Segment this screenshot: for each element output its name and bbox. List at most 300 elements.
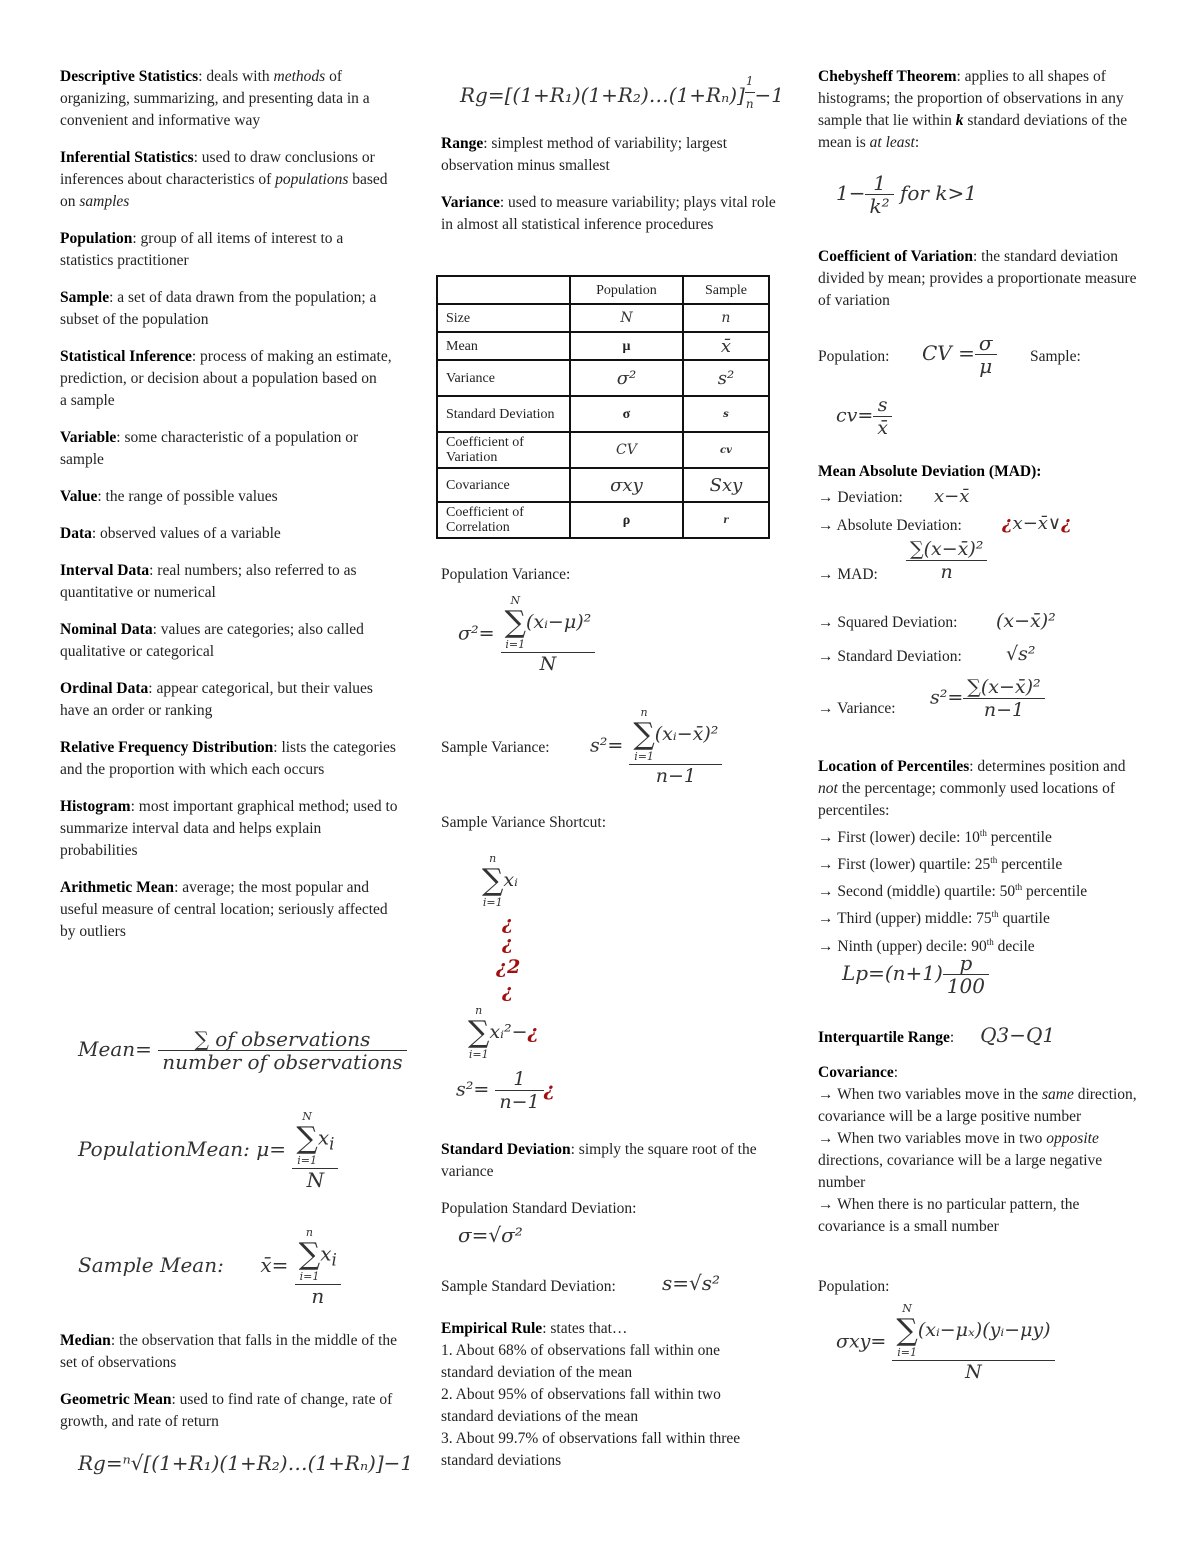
value-def [60,486,400,508]
def-text: : used to measure variability; plays vital role in almost all statistical inference procedures [441,194,776,233]
column-2-top [441,133,786,251]
unrendered-symbol: ¿ [502,980,514,1002]
term: Value [60,488,98,505]
chebysheff-def [818,66,1148,154]
term: Coefficient of Variation [818,248,973,265]
sum-upper: n [305,1226,314,1239]
unrendered-symbol: ¿ [1061,513,1072,534]
table-cell: CV [570,432,683,468]
superscript: th [991,909,999,920]
iqr-def [818,1024,1055,1049]
mad-deviation-label: → Deviation: [818,489,903,506]
sum-term: xᵢ²− [489,1021,528,1043]
denominator: x̄ [877,417,889,439]
population-sd-formula: σ=√σ² [458,1223,523,1247]
sigma-symbol: ∑ [633,717,655,752]
column-1-lower [60,1330,400,1448]
numerator: σ [975,332,997,355]
sum-upper: n [475,1004,483,1017]
sample-variance-shortcut-label: Sample Variance Shortcut: [441,814,607,831]
population-mean-formula [78,1110,338,1191]
percentile-location-formula [842,952,989,997]
def-text: : applies to all shapes of histograms; the proportion of observations in any sample that lie within [818,68,1124,129]
emphasis: same [1041,1086,1074,1103]
geometric-mean-formula: Rg=ⁿ√[(1+R₁)(1+R₂)…(1+Rₙ)]−1 [78,1451,414,1475]
numerator: ∑(x−x̄)² [906,538,987,561]
shortcut-sum-1 [482,852,518,910]
subscript: i [331,1250,337,1270]
unrendered-symbol: ¿2 [496,956,521,978]
denominator: n−1 [655,765,696,787]
denominator: N [306,1168,325,1192]
table-cell: σ [570,396,683,432]
term: Median [60,1332,111,1349]
denominator: N [539,653,557,675]
table-cell: N [570,304,683,332]
list-text: decile [993,937,1035,955]
def-text: : [949,1029,955,1046]
sigma-symbol: ∑ [896,1313,918,1348]
def-text: based on [60,171,388,210]
def-text: : determines position and [969,758,1126,775]
unrendered-symbol: ¿ [543,1078,555,1101]
mad-deviation-formula: x−x̄ [934,486,970,507]
empirical-rule-block [441,1318,771,1472]
numerator [501,594,596,653]
denominator: n [745,97,754,111]
data-def [60,523,400,545]
term: Inferential Statistics [60,149,194,166]
empirical-rule-def [441,1318,771,1340]
chebysheff-block [818,66,1148,169]
table-header [437,276,570,304]
formula-lhs: cv= [836,404,874,427]
sum-term: (xᵢ−x̄)² [654,723,719,745]
superscript: th [986,936,994,947]
cv-sample-formula [836,394,892,439]
superscript: th [1015,882,1023,893]
cv-sample-label: Sample: [1030,348,1081,365]
list-item [818,1128,1148,1194]
population-variance-formula [458,594,595,675]
geometric-mean-formula-alt [460,74,785,115]
list-text: percentile [1022,883,1088,901]
term: Ordinal Data [60,680,149,697]
formula-lhs: s²= [590,734,624,757]
mad-absolute-deviation-formula [1002,513,1072,535]
def-text: : average; the most popular and useful measure of central location; seriously affected by outliers [60,879,388,940]
sum-term: (xᵢ−μ)² [525,611,592,633]
sum-upper: n [640,706,648,719]
fraction [295,1226,341,1307]
def-text: : most important graphical method; used to summarize interval data and helps explain probabilities [60,798,398,859]
sum-term: (xᵢ−μₓ)(yᵢ−μy) [917,1319,1051,1341]
ordinal-data-def [60,678,400,722]
formula-tail: −1 [754,83,785,107]
summation [296,1110,317,1168]
def-text: : observed values of a variable [91,525,281,542]
table-row [437,468,769,502]
inferential-statistics-def [60,147,400,213]
fraction [975,332,997,377]
summation [633,706,654,764]
term: Variance [441,194,500,211]
def-text: : used to draw conclusions or inferences about characteristics of [60,149,375,188]
sum-lower: i=1 [482,896,503,909]
list-item: 3. About 99.7% of observations fall within three standard deviations [441,1430,741,1469]
numerator [892,1302,1054,1361]
table-cell: σxy [570,468,683,502]
sample-sd-label: Sample Standard Deviation: [441,1278,616,1295]
cv-population-formula [922,332,997,377]
fraction [158,1028,406,1073]
emphasis: at least [869,134,915,151]
descriptive-statistics-def [60,66,400,132]
table-cell: ρ [570,502,683,538]
covariance-def [818,1062,1148,1084]
numerator: 1 [865,172,893,195]
numerator: 1 [495,1068,543,1091]
summation [482,852,503,910]
formula-lhs: x̄= [260,1253,289,1277]
covariance-formula [836,1302,1055,1383]
term: Sample [60,289,110,306]
table-row [437,360,769,396]
def-text: : the observation that falls in the middle of the set of observations [60,1332,398,1371]
def-text: : simply the square root of the variance [441,1141,757,1180]
denominator: n [940,561,953,583]
sum-upper: n [489,852,497,865]
denominator: n−1 [983,699,1025,721]
numerator [629,706,722,765]
term: Nominal Data [60,621,153,638]
formula-lhs: Lp=(n+1) [842,961,943,985]
sigma-symbol: ∑ [482,863,504,898]
def-text: : some characteristic of a population or sample [60,429,359,468]
sigma-symbol: ∑ [504,605,526,640]
def-text: : a set of data drawn from the population; a subset of the population [60,289,377,328]
formula-body: x−x̄∨ [1012,513,1062,534]
formula-lhs: s²= [456,1078,490,1101]
table-cell: Sxy [683,468,769,502]
interval-data-def [60,560,400,604]
denominator: 100 [946,974,985,998]
term: Descriptive Statistics [60,68,199,85]
population-def [60,228,400,272]
mad-variance-label: → Variance: [818,700,896,717]
fraction [629,706,722,787]
sum-term: x [317,1125,330,1150]
mad-heading [818,461,1041,483]
summation [505,594,526,652]
list-text: percentile [997,856,1063,874]
table-cell: s [683,396,769,432]
sample-def [60,287,400,331]
list-text: percentile [986,829,1052,847]
term: Statistical Inference [60,348,192,365]
list-text: directions, covariance will be a large negative number [818,1152,1103,1191]
formula-lhs: σxy= [836,1330,887,1353]
statistical-inference-def [60,346,400,412]
table-cell: n [683,304,769,332]
formula-lhs: CV = [922,341,975,365]
term: Empirical Rule [441,1320,543,1337]
table-header: Population [570,276,683,304]
population-variance-label: Population Variance: [441,566,571,583]
sample-mean-formula [78,1226,341,1307]
term: Chebysheff Theorem [818,68,957,85]
median-def [60,1330,400,1374]
list-item: → When there is no particular pattern, the covariance is a small number [818,1196,1080,1235]
table-row [437,304,769,332]
term: Interquartile Range [818,1029,950,1046]
term: Mean Absolute Deviation (MAD): [818,463,1042,480]
superscript: th [979,828,987,838]
sigma-symbol: ∑ [468,1015,490,1050]
table-cell: Mean [437,332,570,360]
list-text: → Second (middle) quartile: 50 [818,883,1016,901]
list-text: → First (lower) decile: 10 [818,829,980,847]
def-text: of organizing, summarizing, and presenting data in a convenient and informative way [60,68,370,129]
geometric-mean-def [60,1389,400,1433]
shortcut-formula [456,1068,555,1113]
superscript: th [990,855,998,866]
denominator: k² [869,194,890,218]
list-item: 1. About 68% of observations fall within one standard deviation of the mean [441,1342,720,1381]
cv-block [818,246,1138,327]
covariance-population-label: Population: [818,1278,890,1295]
sample-variance-label: Sample Variance: [441,739,550,756]
def-text: : [893,1064,899,1081]
emphasis: samples [79,193,130,210]
term: Relative Frequency Distribution [60,739,274,756]
column-2-lower [441,1139,786,1222]
def-text: : process of making an estimate, prediction, or decision about a population based on [60,348,392,387]
numerator [292,1110,338,1169]
table-cell: Size [437,304,570,332]
sigma-symbol: ∑ [298,1237,321,1272]
def-text: a sample [60,392,115,409]
def-text: : simplest method of variability; largest observation minus smallest [441,135,728,174]
exponent-fraction [745,70,755,115]
fraction [495,1068,543,1113]
histogram-def [60,796,400,862]
table-header-row [437,276,769,304]
covariance-block [818,1062,1148,1238]
subscript: i [329,1134,335,1154]
shortcut-sum-2 [468,1004,539,1062]
formula-lhs: σ²= [458,622,495,645]
fraction [873,394,892,439]
sum-lower: i=1 [897,1346,917,1359]
list-text: → When two variables move in two [818,1130,1047,1147]
sum-upper: N [902,1302,912,1315]
formula-lhs: s²= [930,686,964,709]
def-text: : deals with [198,68,274,85]
sum-term: xᵢ [503,869,518,891]
iqr-formula: Q3−Q1 [980,1023,1056,1047]
sample-sd-formula: s=√s² [662,1271,721,1295]
def-text: the percentage; commonly used locations of percentiles: [818,780,1116,819]
denominator: n−1 [499,1091,540,1113]
percentiles-block [818,756,1148,958]
list-item [818,822,1148,849]
term: Interval Data [60,562,150,579]
term: Covariance [818,1064,894,1081]
fraction [292,1110,338,1191]
emphasis: not [818,780,838,797]
sum-lower: i=1 [505,638,526,651]
column-1 [60,66,400,958]
sum-term: x [320,1241,332,1266]
standard-deviation-def [441,1139,786,1183]
numerator [295,1226,341,1285]
term: Variable [60,429,117,446]
list-text: → When two variables move in the [818,1086,1042,1103]
table-row [437,502,769,538]
def-text: : used to find rate of change, rate of growth, and rate of return [60,1391,393,1430]
table-header: Sample [683,276,769,304]
table-cell: Coefficient of Variation [437,432,570,468]
sum-lower: i=1 [634,750,654,763]
list-text: direction, covariance will be a large positive number [818,1086,1137,1125]
list-text: → First (lower) quartile: 25 [818,856,991,874]
sum-upper: N [302,1110,312,1123]
table-cell: Covariance [437,468,570,502]
table-cell: cv [683,432,769,468]
def-text: : real numbers; also referred to as quantitative or numerical [60,562,357,601]
list-text: quartile [998,910,1050,928]
def-text: : the range of possible values [97,488,278,505]
numerator: ∑(x−x̄)² [963,676,1044,699]
list-item [818,849,1148,876]
unrendered-symbol: ¿ [1002,513,1013,534]
numerator: p [943,952,989,975]
arithmetic-mean-def [60,877,400,943]
list-item: 2. About 95% of observations fall within two standard deviations of the mean [441,1386,721,1425]
sum-upper: N [510,594,521,607]
summation [896,1302,917,1360]
term: Geometric Mean [60,1391,172,1408]
mad-standard-deviation-label: → Standard Deviation: [818,648,962,665]
fraction [943,952,989,997]
term: Standard Deviation [441,1141,571,1158]
term: Histogram [60,798,131,815]
denominator: number of observations [162,1050,403,1074]
def-text: standard deviations of the mean is [818,112,1128,151]
mad-variance-formula [930,676,1045,721]
variance-def [441,192,786,236]
sum-lower: i=1 [299,1270,320,1283]
cv-population-label: Population: [818,348,890,365]
list-item [818,1084,1148,1128]
percentiles-def [818,756,1148,822]
def-text: : lists the categories and the proportion with which each occurs [60,739,396,778]
term: Data [60,525,92,542]
def-text: : [914,134,920,151]
table-cell: σ² [570,360,683,396]
formula-tail: for k>1 [899,181,977,205]
numerator: 1 [745,70,755,93]
table-cell: r [683,502,769,538]
emphasis: k [955,112,964,129]
denominator: N [965,1361,982,1383]
table-row [437,396,769,432]
mad-label: → MAD: [818,566,878,583]
table-cell: μ [570,332,683,360]
notation-table [436,275,770,539]
list-text: → Third (upper) middle: 75 [818,910,992,928]
def-text: : appear categorical, but their values have an order or ranking [60,680,373,719]
term: Arithmetic Mean [60,879,175,896]
denominator: n [311,1284,325,1308]
nominal-data-def [60,619,400,663]
variable-def [60,427,400,471]
list-item [818,903,1148,930]
formula-lhs: Mean= [78,1037,152,1061]
formula-lhs: PopulationMean: μ= [78,1137,287,1161]
fraction [963,676,1044,721]
list-item [818,876,1148,903]
mean-formula [78,1028,407,1073]
table-cell: s² [683,360,769,396]
denominator: μ [979,354,993,378]
table-cell: Variance [437,360,570,396]
term: Range [441,135,484,152]
formula-body: Rg=[(1+R₁)(1+R₂)…(1+Rₙ)] [460,83,745,107]
def-text: : the standard deviation divided by mean; provides a proportionate measure of variation [818,248,1137,309]
fraction [501,594,596,675]
emphasis: populations [275,171,349,188]
emphasis: opposite [1046,1130,1099,1147]
unrendered-symbol: ¿ [502,932,514,954]
fraction [865,172,893,217]
table-cell: x̄ [683,332,769,360]
def-text: : values are categories; also called qualitative or categorical [60,621,364,660]
squared-deviation-label: → Squared Deviation: [818,614,958,631]
formula-lhs: 1− [836,181,866,205]
list-text: → Ninth (upper) decile: 90 [818,937,987,955]
fraction [906,538,987,583]
mad-absolute-deviation-label: → Absolute Deviation: [818,517,962,534]
emphasis: methods [273,68,326,85]
table-cell: Coefficient of Correlation [437,502,570,538]
sum-lower: i=1 [297,1154,317,1167]
term: Population [60,230,133,247]
sigma-symbol: ∑ [296,1121,318,1156]
population-sd-label: Population Standard Deviation: [441,1200,637,1217]
table-row [437,432,769,468]
squared-deviation-formula: (x−x̄)² [996,610,1056,632]
range-def [441,133,786,177]
unrendered-symbol: ¿ [527,1021,539,1043]
relative-frequency-def [60,737,400,781]
numerator: s [873,394,892,417]
formula-lhs: Sample Mean: [78,1253,224,1277]
def-text: : states that… [542,1320,628,1337]
numerator: ∑ of observations [158,1028,406,1051]
term: Location of Percentiles [818,758,970,775]
def-text: : group of all items of interest to a statistics practitioner [60,230,344,269]
cv-def [818,246,1138,312]
summation [299,1226,320,1284]
unrendered-symbol: ¿ [502,912,514,934]
sum-lower: i=1 [468,1048,489,1061]
chebysheff-formula [836,172,977,217]
fraction [892,1302,1054,1383]
mad-formula [906,538,987,583]
table-cell: Standard Deviation [437,396,570,432]
